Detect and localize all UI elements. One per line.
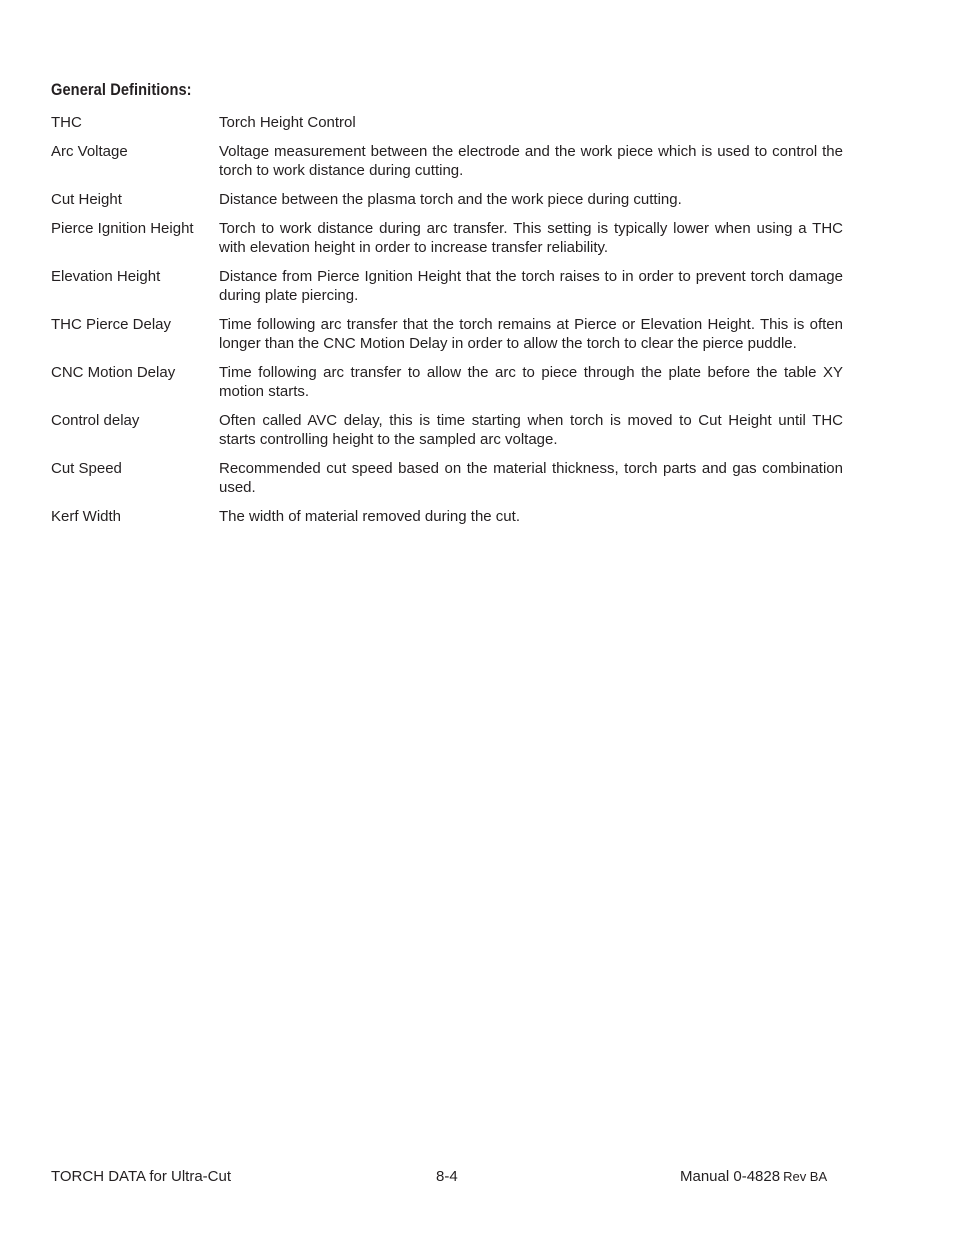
- footer-document-title: TORCH DATA for Ultra-Cut: [51, 1168, 232, 1185]
- definition-term: Cut Speed: [51, 460, 122, 477]
- definition-description: Distance between the plasma torch and the work piece during cutting.: [219, 191, 682, 208]
- definition-row: [51, 507, 843, 526]
- definition-description: Time following arc transfer to allow the arc to piece through the plate before the table XY motion starts.: [219, 364, 843, 400]
- definition-term: Kerf Width: [51, 508, 122, 525]
- manual-number: Manual 0-4828: [680, 1168, 781, 1185]
- definition-description: Time following arc transfer that the torch remains at Pierce or Elevation Height. This is often longer than the CNC Motion Delay in order to allow the torch to clear the pierce puddle.: [219, 316, 843, 352]
- revision-label: Rev BA: [783, 1169, 828, 1184]
- footer-page-number: 8-4: [436, 1168, 458, 1185]
- definition-description: Torch Height Control: [219, 114, 356, 131]
- definition-row: [51, 411, 843, 449]
- footer-manual-number: [680, 1167, 827, 1186]
- definition-row: [51, 219, 843, 257]
- definition-term: Elevation Height: [51, 268, 161, 285]
- definitions-list: [51, 113, 843, 536]
- definition-description: The width of material removed during the cut.: [219, 508, 520, 525]
- definition-term: CNC Motion Delay: [51, 364, 176, 381]
- definition-term: THC: [51, 114, 82, 131]
- definition-row: [51, 267, 843, 305]
- definition-row: [51, 190, 843, 209]
- definition-description: Distance from Pierce Ignition Height that the torch raises to in order to prevent torch damage during plate piercing.: [219, 268, 843, 304]
- definition-term: Control delay: [51, 412, 140, 429]
- definition-term: THC Pierce Delay: [51, 316, 172, 333]
- definition-description: Torch to work distance during arc transfer. This setting is typically lower when using a THC with elevation height in order to increase transfer reliability.: [219, 220, 843, 256]
- definition-row: [51, 315, 843, 353]
- definition-description: Recommended cut speed based on the material thickness, torch parts and gas combination used.: [219, 460, 843, 496]
- definition-description: Voltage measurement between the electrode and the work piece which is used to control the torch to work distance during cutting.: [219, 143, 843, 179]
- section-heading: General Definitions:: [51, 80, 192, 99]
- definition-term: Cut Height: [51, 191, 122, 208]
- definition-description: Often called AVC delay, this is time starting when torch is moved to Cut Height until THC starts controlling height to the sampled arc voltage.: [219, 412, 843, 448]
- definition-row: [51, 113, 843, 132]
- definition-term: Pierce Ignition Height: [51, 220, 194, 237]
- definition-term: Arc Voltage: [51, 143, 128, 160]
- definition-row: [51, 363, 843, 401]
- definition-row: [51, 142, 843, 180]
- definition-row: [51, 459, 843, 497]
